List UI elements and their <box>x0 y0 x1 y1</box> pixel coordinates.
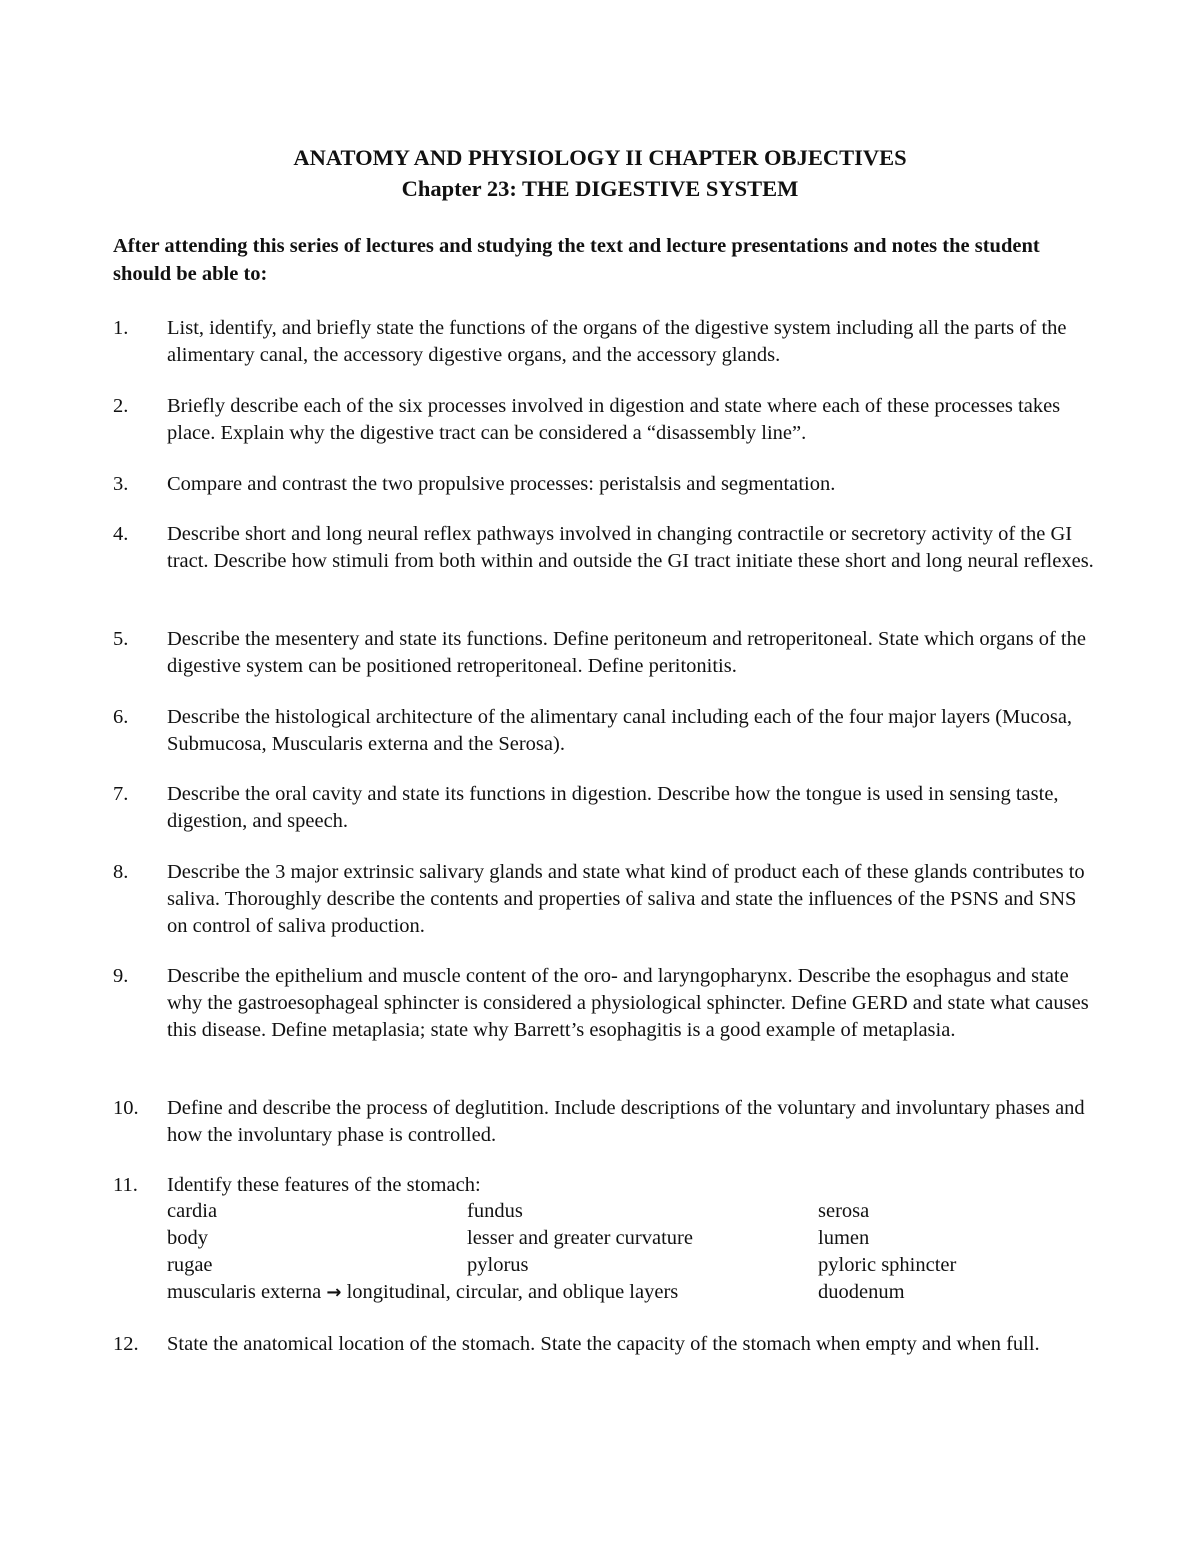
feature-cell: lumen <box>818 1227 870 1249</box>
objective-number: 2. <box>113 395 129 417</box>
objective-number: 5. <box>113 628 129 650</box>
feature-cell: duodenum <box>818 1281 905 1303</box>
feature-row <box>167 1225 1047 1252</box>
stomach-features-table <box>167 1198 1047 1306</box>
objective-number: 12. <box>113 1333 139 1355</box>
chapter-title: Chapter 23: THE DIGESTIVE SYSTEM <box>401 176 799 201</box>
feature-cell: pylorus <box>467 1254 529 1276</box>
feature-cell: lesser and greater curvature <box>467 1227 693 1249</box>
feature-row <box>167 1279 1047 1306</box>
objective-text: Describe the epithelium and muscle content of the oro- and laryngopharynx. Describe the esophagus and state why the gastroesophageal sphincter is considered a physiological sphincter. Define GERD and state what causes this disease. Define metaplasia; state why Barrett’s esophagitis is a good example of metaplasia. <box>167 965 1089 1041</box>
right-arrow-icon: → <box>326 1282 342 1303</box>
feature-cell: muscularis externa <box>167 1281 322 1303</box>
feature-cell: pyloric sphincter <box>818 1254 957 1276</box>
feature-cell: rugae <box>167 1254 213 1276</box>
feature-row <box>167 1198 1047 1225</box>
objective-text: Describe the oral cavity and state its functions in digestion. Describe how the tongue is used in sensing taste, digestion, and speech. <box>167 783 1059 832</box>
feature-cell: fundus <box>467 1200 523 1222</box>
objective-text: State the anatomical location of the stomach. State the capacity of the stomach when empty and when full. <box>167 1333 1040 1355</box>
objective-number: 3. <box>113 473 129 495</box>
objective-number: 11. <box>113 1174 138 1196</box>
objective-number: 1. <box>113 317 129 339</box>
objective-number: 10. <box>113 1097 139 1119</box>
objective-number: 4. <box>113 523 129 545</box>
feature-cell: longitudinal, circular, and oblique layers <box>346 1281 679 1303</box>
feature-cell: serosa <box>818 1200 870 1222</box>
objective-text: Define and describe the process of deglutition. Include descriptions of the voluntary and involuntary phases and how the involuntary phase is controlled. <box>167 1097 1085 1146</box>
objective-number: 6. <box>113 706 129 728</box>
objective-text: Describe the mesentery and state its functions. Define peritoneum and retroperitoneal. State which organs of the digestive system can be positioned retroperitoneal. Define peritonitis. <box>167 628 1086 677</box>
objective-number: 7. <box>113 783 129 805</box>
intro-paragraph: After attending this series of lectures and studying the text and lecture presentations and notes the student should be able to: <box>113 235 1040 285</box>
feature-row <box>167 1252 1047 1279</box>
objective-text: Briefly describe each of the six processes involved in digestion and state where each of these processes takes place. Explain why the digestive tract can be considered a “disassembly line”. <box>167 395 1061 444</box>
objective-number: 9. <box>113 965 129 987</box>
document-header <box>0 142 1200 204</box>
objective-text: Describe the 3 major extrinsic salivary glands and state what kind of product each of these glands contributes to saliva. Thoroughly describe the contents and properties of saliva and state the influences of the PSNS and SNS on control of saliva production. <box>167 861 1085 937</box>
objective-text: Identify these features of the stomach: <box>167 1174 481 1196</box>
objective-text: Compare and contrast the two propulsive processes: peristalsis and segmentation. <box>167 473 836 495</box>
objective-number: 8. <box>113 861 129 883</box>
objective-text: List, identify, and briefly state the functions of the organs of the digestive system including all the parts of the alimentary canal, the accessory digestive organs, and the accessory glands. <box>167 317 1067 366</box>
objective-text: Describe short and long neural reflex pathways involved in changing contractile or secretory activity of the GI tract. Describe how stimuli from both within and outside the GI tract initiate these short and long neural reflexes. <box>167 523 1094 572</box>
feature-cell-multi <box>167 1279 678 1306</box>
document-title: ANATOMY AND PHYSIOLOGY II CHAPTER OBJECTIVES <box>293 145 907 170</box>
feature-cell: cardia <box>167 1200 218 1222</box>
objective-text: Describe the histological architecture of the alimentary canal including each of the four major layers (Mucosa, Submucosa, Muscularis externa and the Serosa). <box>167 706 1073 755</box>
feature-cell: body <box>167 1227 208 1249</box>
